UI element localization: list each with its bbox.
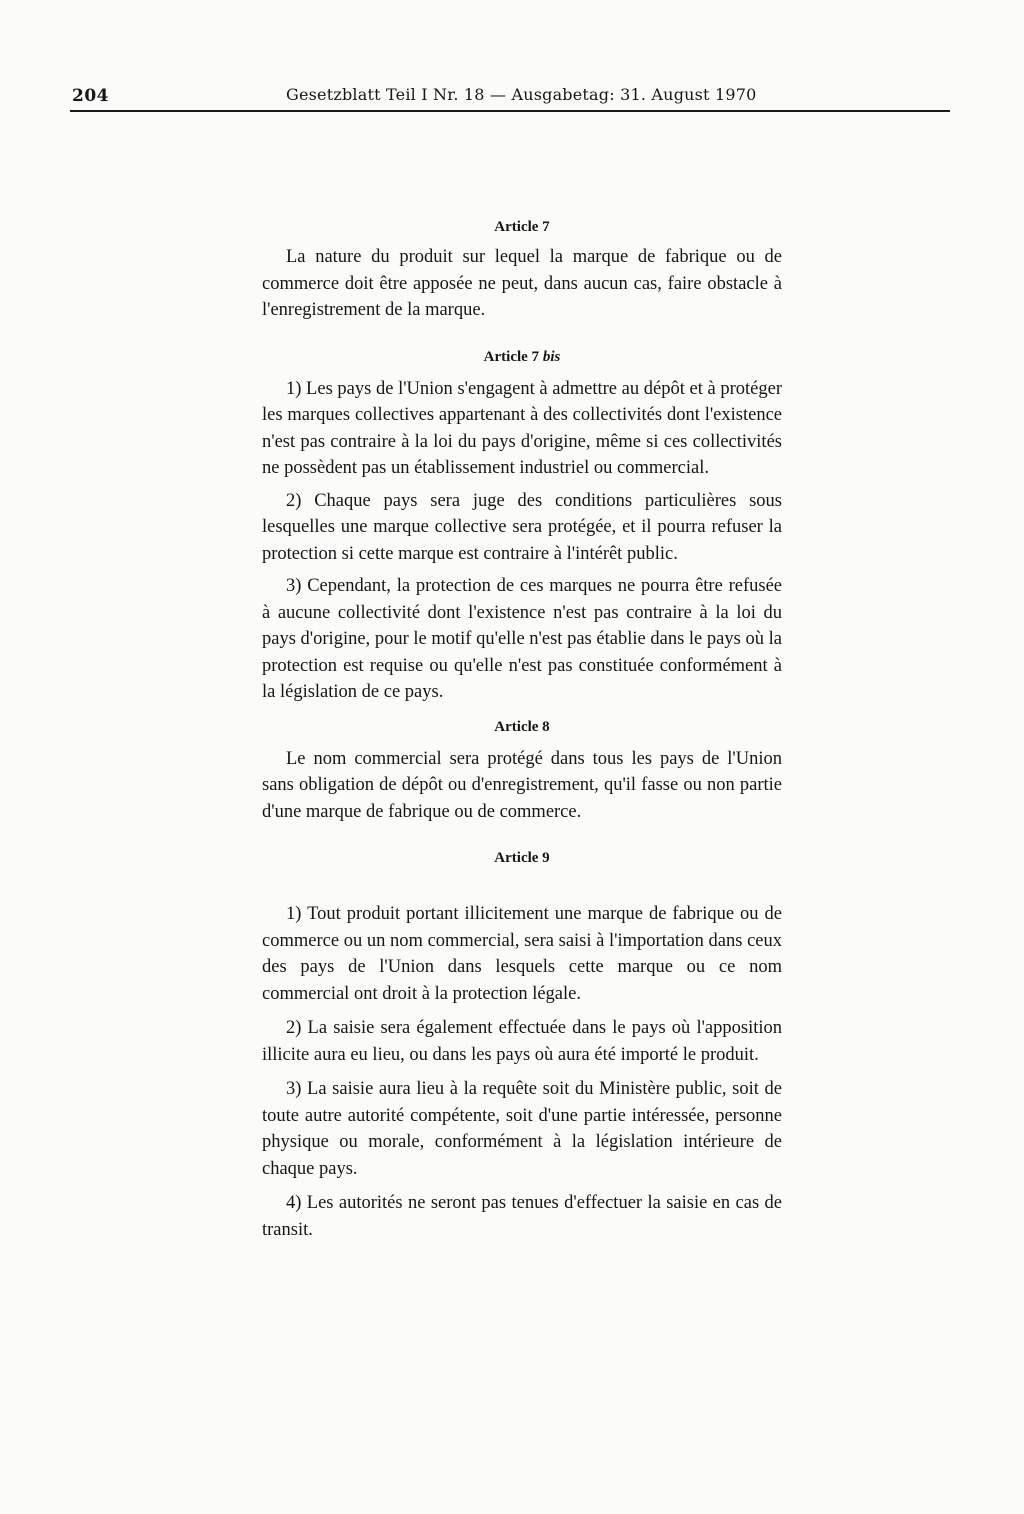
article-7bis-heading: Article 7 bis bbox=[483, 348, 561, 365]
article-8-heading: Article 8 bbox=[494, 718, 550, 735]
article-7bis-paragraph-2: 2) Chaque pays sera juge des conditions particulières sous lesquelles une marque collective sera protégée, et il pourra refuser la protection si cette marque est contraire à l'intérêt public. bbox=[262, 490, 782, 564]
article-9-paragraph-2: 2) La saisie sera également effectuée dans le pays où l'apposition illicite aura eu lieu, ou dans les pays où aura été importé le produit. bbox=[262, 1018, 782, 1065]
article-7bis-paragraph-1: 1) Les pays de l'Union s'engagent à admettre au dépôt et à protéger les marques collectives appartenant à des collectivités dont l'existence n'est pas contraire à la loi du pays d'origine, même si ces collectivités ne possèdent pas un établissement industriel ou commercial. bbox=[262, 378, 782, 478]
running-title: Gesetzblatt Teil I Nr. 18 — Ausgabetag: 31. August 1970 bbox=[286, 85, 757, 104]
article-7-paragraph: La nature du produit sur lequel la marque de fabrique ou de commerce doit être apposée ne peut, dans aucun cas, faire obstacle à l'enregistrement de la marque. bbox=[262, 247, 782, 320]
page-number: 204 bbox=[72, 86, 109, 106]
article-9-paragraph-1: 1) Tout produit portant illicitement une marque de fabrique ou de commerce ou un nom commercial, sera saisi à l'importation dans ceux des pays de l'Union dans lesquels cette marque ou ce nom commercial ont droit à la protection légale. bbox=[262, 904, 782, 1004]
article-9-paragraph-4: 4) Les autorités ne seront pas tenues d'effectuer la saisie en cas de transit. bbox=[262, 1193, 782, 1240]
article-8-paragraph: Le nom commercial sera protégé dans tous les pays de l'Union sans obligation de dépôt ou d'enregistrement, qu'il fasse ou non partie d'une marque de fabrique ou de commerce. bbox=[262, 748, 782, 822]
article-9-paragraph-3: 3) La saisie aura lieu à la requête soit du Ministère public, soit de toute autre autorité compétente, soit d'une partie intéressée, personne physique ou morale, conformément à la législation intérieure de chaque pays. bbox=[262, 1079, 782, 1179]
article-7bis-paragraph-3: 3) Cependant, la protection de ces marques ne pourra être refusée à aucune collectivité dont l'existence n'est pas contraire à la loi du pays d'origine, pour le motif qu'elle n'est pas établie dans le pays où la protection est requise ou qu'elle n'est pas constituée conformément à la législation de ce pays. bbox=[262, 576, 782, 702]
article-9-heading: Article 9 bbox=[494, 850, 550, 866]
page-header bbox=[70, 80, 950, 112]
document-body bbox=[262, 214, 782, 1243]
article-7-heading: Article 7 bbox=[494, 219, 550, 235]
